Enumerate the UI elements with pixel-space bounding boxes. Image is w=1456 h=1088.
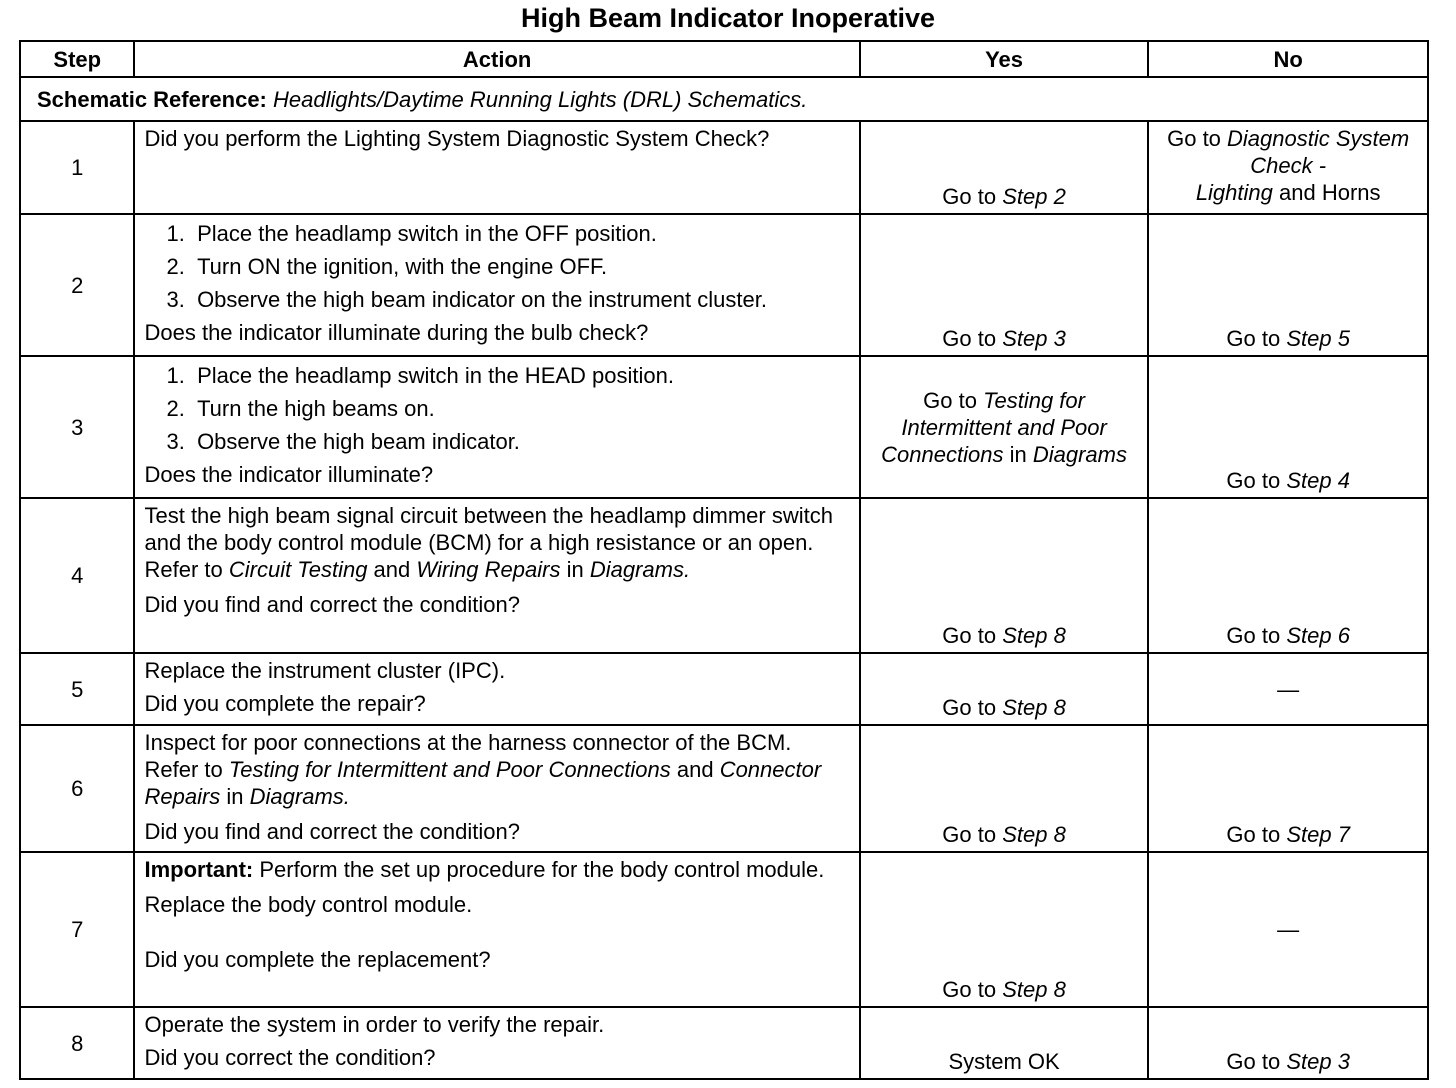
yes-cell (860, 1007, 1149, 1079)
table-row (20, 653, 1428, 725)
table-row (20, 725, 1428, 852)
action-cell (134, 653, 859, 725)
table-row (20, 356, 1428, 498)
yes-link[interactable]: Step 8 (1002, 623, 1066, 648)
no-cell (1148, 1007, 1428, 1079)
action-text (144, 502, 849, 583)
action-text-a: Inspect for poor connections at the harness connector of the BCM. Refer to (144, 730, 792, 782)
no-cell (1148, 214, 1428, 356)
action-and: and (670, 757, 720, 782)
yes-cell (860, 725, 1149, 852)
no-link-2[interactable]: Lighting (1195, 180, 1273, 205)
yes-text: System OK (948, 1049, 1060, 1074)
no-suffix: and Horns (1272, 180, 1381, 205)
no-link[interactable]: Step 3 (1286, 1049, 1350, 1074)
no-prefix: Go to (1226, 1049, 1287, 1074)
no-link[interactable]: Diagnostic System Check - (1227, 126, 1410, 178)
no-link[interactable]: Step 6 (1286, 623, 1350, 648)
list-item-text: Turn the high beams on. (197, 396, 435, 421)
yes-prefix: Go to (942, 977, 1003, 1002)
yes-cell (860, 214, 1149, 356)
action-cell (134, 214, 859, 356)
schematic-link[interactable]: Headlights/Daytime Running Lights (DRL) Schematics. (273, 86, 808, 112)
list-item-text: Observe the high beam indicator on the instrument cluster. (197, 287, 767, 312)
no-link[interactable]: Step 5 (1286, 326, 1350, 351)
action-text: Did you perform the Lighting System Diagnostic System Check? (144, 126, 770, 151)
action-cell (134, 1007, 859, 1079)
action-text: Replace the body control module. (144, 892, 473, 917)
yes-mid: in (1003, 442, 1033, 467)
question-text: Did you complete the replacement? (144, 947, 491, 972)
diagnostic-table (19, 40, 1429, 1080)
action-in: in (560, 557, 590, 582)
header-action: Action (134, 41, 859, 77)
question-text: Does the indicator illuminate during the bulb check? (144, 320, 649, 345)
no-cell (1148, 121, 1428, 214)
yes-link[interactable]: Step 8 (1002, 822, 1066, 847)
schematic-reference-row (20, 77, 1428, 121)
diagrams-link[interactable]: Diagrams. (589, 557, 691, 582)
no-prefix: Go to (1226, 822, 1287, 847)
list-item-text: Observe the high beam indicator. (197, 429, 520, 454)
step-number: 2 (20, 214, 134, 356)
yes-link[interactable]: Step 2 (1002, 184, 1066, 209)
list-item: 2. Turn ON the ignition, with the engine OFF. (166, 254, 608, 279)
action-text: Replace the instrument cluster (IPC). (144, 658, 506, 683)
wiring-repairs-link[interactable]: Wiring Repairs (416, 557, 561, 582)
action-cell (134, 852, 859, 1007)
testing-link[interactable]: Testing for Intermittent and Poor Connections (228, 757, 671, 782)
yes-prefix: Go to (942, 695, 1003, 720)
yes-cell (860, 852, 1149, 1007)
yes-prefix: Go to (923, 388, 984, 413)
list-item-text: Place the headlamp switch in the HEAD position. (197, 363, 674, 388)
action-cell (134, 121, 859, 214)
step-number: 6 (20, 725, 134, 852)
list-item-text: Turn ON the ignition, with the engine OFF. (197, 254, 608, 279)
step-number: 5 (20, 653, 134, 725)
no-link[interactable]: Step 7 (1286, 822, 1350, 847)
table-row (20, 852, 1428, 1007)
step-number: 7 (20, 852, 134, 1007)
no-dash: — (1277, 676, 1300, 702)
no-link[interactable]: Step 4 (1286, 468, 1350, 493)
connector-repairs-link[interactable]: Connector Repairs (144, 757, 822, 809)
action-text (144, 729, 849, 810)
question-text: Did you find and correct the condition? (144, 819, 520, 844)
yes-cell (860, 653, 1149, 725)
question-text: Did you find and correct the condition? (144, 592, 520, 617)
step-number: 1 (20, 121, 134, 214)
table-header-row (20, 41, 1428, 77)
yes-prefix: Go to (942, 623, 1003, 648)
yes-prefix: Go to (942, 822, 1003, 847)
diagrams-link[interactable]: Diagrams. (249, 784, 350, 809)
list-item: 2. Turn the high beams on. (166, 396, 435, 421)
table-row (20, 498, 1428, 653)
step-number: 3 (20, 356, 134, 498)
no-cell (1148, 852, 1428, 1007)
no-cell (1148, 653, 1428, 725)
table-row (20, 214, 1428, 356)
header-yes: Yes (860, 41, 1149, 77)
action-in: in (220, 784, 250, 809)
yes-link[interactable]: Step 3 (1002, 326, 1066, 351)
yes-cell (860, 121, 1149, 214)
action-text-a: Test the high beam signal circuit between the headlamp dimmer switch and the body control module (BCM) for a high resistance or an open. Refer to (144, 503, 833, 582)
question-text: Does the indicator illuminate? (144, 462, 434, 487)
no-prefix: Go to (1226, 623, 1287, 648)
important-label: Important: (144, 857, 254, 882)
important-note (144, 856, 849, 883)
list-item: 1. Place the headlamp switch in the OFF position. (166, 221, 657, 246)
list-item-text: Place the headlamp switch in the OFF position. (197, 221, 657, 246)
yes-prefix: Go to (942, 184, 1003, 209)
no-cell (1148, 356, 1428, 498)
table-row (20, 1007, 1428, 1079)
table-row (20, 121, 1428, 214)
list-item: 3. Observe the high beam indicator on the instrument cluster. (166, 287, 767, 312)
no-dash: — (1277, 917, 1300, 942)
important-text: Perform the set up procedure for the body control module. (253, 857, 825, 882)
page-title: High Beam Indicator Inoperative (520, 3, 936, 33)
step-number: 8 (20, 1007, 134, 1079)
action-and: and (367, 557, 417, 582)
yes-cell (860, 356, 1149, 498)
action-text: Operate the system in order to verify the repair. (144, 1012, 605, 1037)
no-cell (1148, 725, 1428, 852)
action-cell (134, 356, 859, 498)
list-item: 3. Observe the high beam indicator. (166, 429, 520, 454)
list-item: 1. Place the headlamp switch in the HEAD position. (166, 363, 674, 388)
step-number: 4 (20, 498, 134, 653)
header-step: Step (20, 41, 134, 77)
yes-link[interactable]: Step 8 (1002, 977, 1066, 1002)
yes-link[interactable]: Testing for Intermittent and Poor Connections (881, 388, 1107, 467)
header-no: No (1148, 41, 1428, 77)
question-text: Did you correct the condition? (144, 1045, 436, 1070)
circuit-testing-link[interactable]: Circuit Testing (228, 557, 368, 582)
no-prefix: Go to (1167, 126, 1228, 151)
action-cell (134, 498, 859, 653)
schematic-reference (20, 77, 1428, 121)
yes-link-2[interactable]: Diagrams (1032, 442, 1127, 467)
no-prefix: Go to (1226, 326, 1287, 351)
no-prefix: Go to (1226, 468, 1287, 493)
yes-cell (860, 498, 1149, 653)
question-text: Did you complete the repair? (144, 691, 426, 716)
yes-prefix: Go to (942, 326, 1003, 351)
action-cell (134, 725, 859, 852)
yes-link[interactable]: Step 8 (1002, 695, 1066, 720)
no-cell (1148, 498, 1428, 653)
schematic-label: Schematic Reference: (37, 86, 267, 112)
